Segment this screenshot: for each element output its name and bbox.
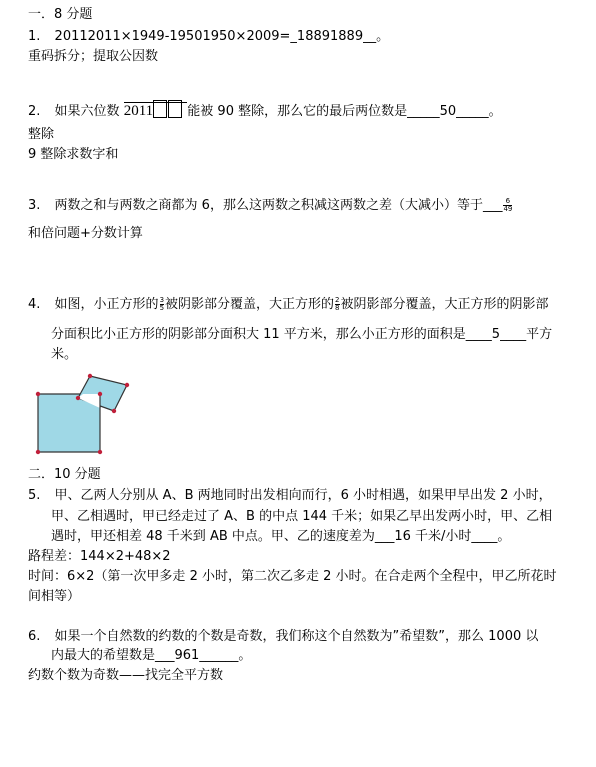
- question-4: [28, 296, 549, 314]
- question-text: 甲、乙两人分别从 A、B 两地同时出发相向而行，6 小时相遇，如果甲早出发 2 小时，: [54, 488, 552, 503]
- question-5-line-3: 遇时，甲还相差 48 千米到 AB 中点。甲、乙的速度差为___16 千米/小时____。: [51, 529, 511, 544]
- answer-fraction: $\frac{6}{49}$: [503, 197, 513, 213]
- question-5: [28, 487, 552, 505]
- known-digits: 2011: [123, 103, 154, 119]
- question-1-note: 重码拆分；提取公因数: [28, 49, 159, 64]
- section-2-title: 二．10 分题: [28, 467, 101, 482]
- blank-digit-box: [168, 100, 182, 118]
- question-5-line-2: 甲、乙相遇时，甲已经走过了 A、B 的中点 144 千米；如果乙早出发两小时，甲、乙相: [51, 509, 553, 524]
- question-2-note: 整除: [28, 127, 55, 142]
- question-2: [28, 100, 502, 121]
- question-text: 如果一个自然数的约数的个数是奇数，我们称这个自然数为”希望数”，那么 1000 以: [54, 629, 539, 644]
- question-1: [28, 28, 389, 46]
- fraction: $\frac{3}{5}$: [159, 296, 165, 312]
- question-text-prefix: 如果六位数: [54, 104, 120, 119]
- question-6-note: 约数个数为奇数——找完全平方数: [28, 668, 224, 683]
- section-1-title: 一．8 分题: [28, 7, 93, 22]
- question-6-line-2: 内最大的希望数是___961______。: [51, 648, 252, 663]
- question-number: 4.: [28, 297, 41, 312]
- fraction: $\frac{2}{8}$: [335, 296, 340, 312]
- question-6: [28, 628, 538, 646]
- question-number: 2.: [28, 104, 41, 119]
- question-text: 被阴影部分覆盖，大正方形的: [165, 297, 335, 312]
- question-3: [28, 197, 513, 215]
- question-5-note: 时间：6×2（第一次甲多走 2 小时，第二次乙多走 2 小时。在合走两个全程中，甲乙所花时: [28, 569, 557, 584]
- question-4-line-3: 米。: [51, 347, 78, 362]
- blank-digit-box: [153, 100, 167, 118]
- question-text-suffix: 能被 90 整除，那么它的最后两位数是_____50_____。: [187, 104, 502, 119]
- question-3-note: 和倍问题+分数计算: [28, 226, 143, 241]
- question-5-note: 路程差：144×2+48×2: [28, 549, 171, 564]
- question-number: 1.: [28, 29, 41, 44]
- question-number: 6.: [28, 629, 41, 644]
- overlapping-squares-figure: [34, 368, 134, 456]
- question-text: 被阴影部分覆盖，大正方形的阴影部: [340, 297, 549, 312]
- question-text: 如图，小正方形的: [54, 297, 159, 312]
- question-4-line-2: 分面积比小正方形的阴影部分面积大 11 平方米，那么小正方形的面积是____5____平方: [51, 327, 553, 342]
- question-text: 两数之和与两数之商都为 6，那么这两数之积减这两数之差（大减小）等于___: [54, 198, 503, 213]
- six-digit-number: [124, 102, 188, 119]
- question-text: 20112011×1949-19501950×2009=_18891889__。: [54, 29, 390, 44]
- question-2-note: 9 整除求数字和: [28, 147, 119, 162]
- question-number: 3.: [28, 198, 41, 213]
- question-5-note: 间相等）: [28, 589, 81, 604]
- question-number: 5.: [28, 488, 41, 503]
